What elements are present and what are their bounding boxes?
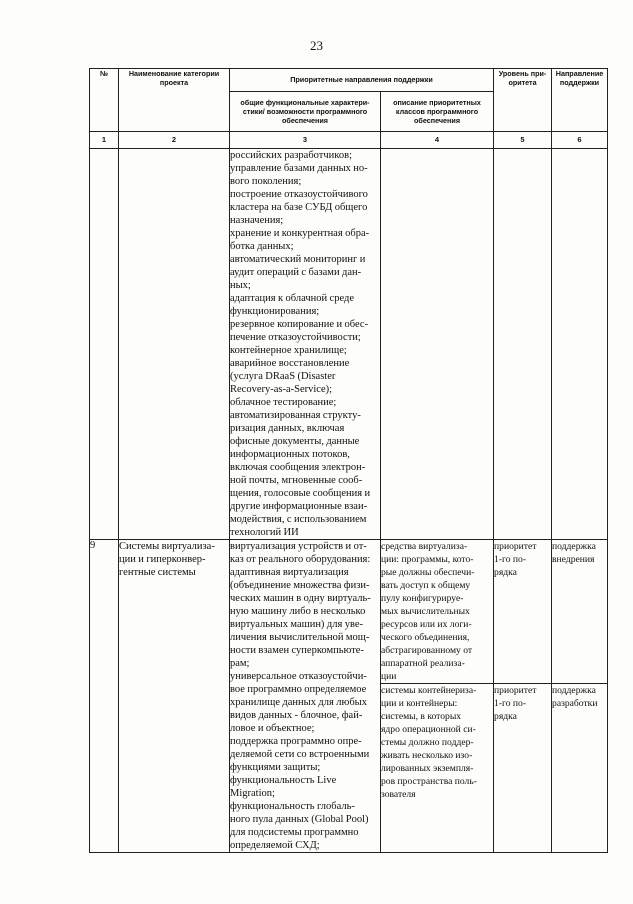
row-index: 9 [90,540,119,853]
text-line: (услуга DRaaS (Disaster [230,371,336,382]
text-line: автоматический мониторинг и [230,254,366,265]
text-line: ческих машин в одну виртуаль- [230,593,371,604]
general-features-cell [230,149,381,540]
support-direction-cell [552,684,608,853]
header-col-general [230,92,381,132]
table-row [90,540,608,684]
priority-level-cell [494,684,552,853]
text-line: хранение и конкурентная обра- [230,228,370,239]
text-line: вого поколения; [230,176,302,187]
text-line: ции и гиперконвер- [119,554,206,565]
text-line: модействия, с использованием [230,514,367,525]
text-line: рам; [230,658,250,669]
text-line: мых вычислительных [381,606,470,617]
text-line: ции: программы, кото- [381,554,474,565]
text-line: стемы должно поддер- [381,737,474,748]
text-line: приоритет [494,685,537,696]
column-number-row [90,132,608,149]
header-text-line: Направление [555,69,604,78]
text-line: ного пула данных (Global Pool) [230,814,369,825]
text-line: хранилище данных для любых [230,697,367,708]
text-line: ботка данных; [230,241,294,252]
header-text-line: оритета [508,78,537,87]
header-text-line: проекта [159,78,189,87]
text-line: абстрагированному от [381,645,473,656]
header-text-line: классов программного [395,107,479,116]
text-line: виртуальных машин) для уве- [230,619,363,630]
text-line: лированных экземпля- [381,763,474,774]
text-line: зователя [381,789,416,800]
column-number: 3 [230,132,381,149]
text-line: контейнерное хранилище; [230,345,347,356]
text-line: Системы виртуализа- [119,541,215,552]
text-line: назначения; [230,215,284,226]
text-line: живать несколько изо- [381,750,473,761]
empty-cell [381,149,494,540]
text-line: аварийное восстановление [230,358,350,369]
text-line: внедрения [552,554,595,565]
continuation-row [90,149,608,540]
header-text-line: общие функциональные характери- [240,98,370,107]
text-line: личения вычислительной мощ- [230,632,370,643]
header-text-line: обеспечения [281,116,328,125]
text-line: печение отказоустойчивости; [230,332,361,343]
text-line: технологий ИИ [230,527,299,538]
support-direction-cell [552,540,608,684]
text-line: адаптация к облачной среде [230,293,354,304]
text-line: российских разработчиков; [230,150,352,161]
text-line: системы, в которых [381,711,462,722]
text-line: поддержка [552,541,596,552]
text-line: 1-го по- [494,698,527,709]
header-col-priority: Приоритетные направления поддержки [230,69,494,92]
text-line: для подсистемы программно [230,827,359,838]
text-line: разработки [552,698,598,709]
text-line: информационных потоков, [230,449,350,460]
text-line: (объединение множества физи- [230,580,370,591]
text-line: приоритет [494,541,537,552]
text-line: ловое и объектное; [230,723,315,734]
text-line: ции [381,671,397,682]
text-line: построение отказоустойчивого [230,189,368,200]
text-line: поддержка программно опре- [230,736,362,747]
text-line: кластера на базе СУБД общего [230,202,368,213]
text-line: вать доступ к общему [381,580,471,591]
text-line: функциями защиты; [230,762,321,773]
text-line: Migration; [230,788,275,799]
text-line: средства виртуализа- [381,541,468,552]
header-text-line: Уровень при- [498,69,547,78]
text-line: автоматизированная структу- [230,410,361,421]
text-line: видов данных - блочное, фай- [230,710,363,721]
header-text-line: поддержки [559,78,600,87]
text-line: гентные системы [119,567,196,578]
text-line: офисные документы, данные [230,436,360,447]
text-line: резервное копирование и обес- [230,319,369,330]
text-line: деляемой сети со встроенными [230,749,370,760]
text-line: рые должны обеспечи- [381,567,475,578]
header-col-level [494,69,552,132]
priority-level-cell [494,540,552,684]
text-line: 1-го по- [494,554,527,565]
column-number: 1 [90,132,119,149]
column-number: 6 [552,132,608,149]
column-number: 5 [494,132,552,149]
header-row-1 [90,69,608,92]
text-line: рядка [494,711,517,722]
empty-cell [552,149,608,540]
text-line: ризация данных, включая [230,423,345,434]
header-col-classes [381,92,494,132]
text-line: рядка [494,567,517,578]
text-line: аудит операций с базами дан- [230,267,362,278]
text-line: определяемой СХД; [230,840,320,851]
text-line: облачное тестирование; [230,397,337,408]
text-line: щения, голосовые сообщения и [230,488,371,499]
page-number: 23 [310,38,323,53]
text-line: ной почты, мгновенные сооб- [230,475,363,486]
text-line: управление базами данных но- [230,163,368,174]
text-line: аппаратной реализа- [381,658,465,669]
empty-cell [494,149,552,540]
text-line: функциональность Live [230,775,337,786]
text-line: системы контейнериза- [381,685,477,696]
priority-table [89,68,608,853]
text-line: ров пространства поль- [381,776,477,787]
text-line: виртуализация устройств и от- [230,541,367,552]
class-description-cell [381,540,494,684]
text-line: функционирования; [230,306,320,317]
text-line: ности взамен суперкомпьюте- [230,645,364,656]
header-text-line: Наименование категории [128,69,220,78]
text-line: универсальное отказоустойчи- [230,671,367,682]
class-description-cell [381,684,494,853]
text-line: ную машину либо в несколько [230,606,366,617]
empty-cell [119,149,230,540]
header-col-no: № [90,69,119,132]
text-line: пулу конфигурируе- [381,593,464,604]
header-text-line: стики/ возможности программного [242,107,368,116]
text-line: другие информационные взаи- [230,501,368,512]
text-line: ции и контейнеры: [381,698,458,709]
text-line: вое программно определяемое [230,684,367,695]
category-cell [119,540,230,853]
column-number: 4 [381,132,494,149]
text-line: включая сообщения электрон- [230,462,366,473]
text-line: ческого объединения, [381,632,470,643]
text-line: поддержка [552,685,596,696]
column-number: 2 [119,132,230,149]
text-line: функциональность глобаль- [230,801,355,812]
text-line: ядро операционной си- [381,724,476,735]
text-line: каз от реального оборудования: [230,554,371,565]
text-line: ресурсов или их логи- [381,619,472,630]
header-col-category [119,69,230,132]
header-col-direction [552,69,608,132]
text-line: адаптивная виртуализация [230,567,349,578]
text-line: ных; [230,280,251,291]
header-text-line: обеспечения [414,116,461,125]
general-features-cell [230,540,381,853]
empty-cell [90,149,119,540]
text-line: Recovery-as-a-Service); [230,384,333,395]
header-text-line: описание приоритетных [393,98,481,107]
